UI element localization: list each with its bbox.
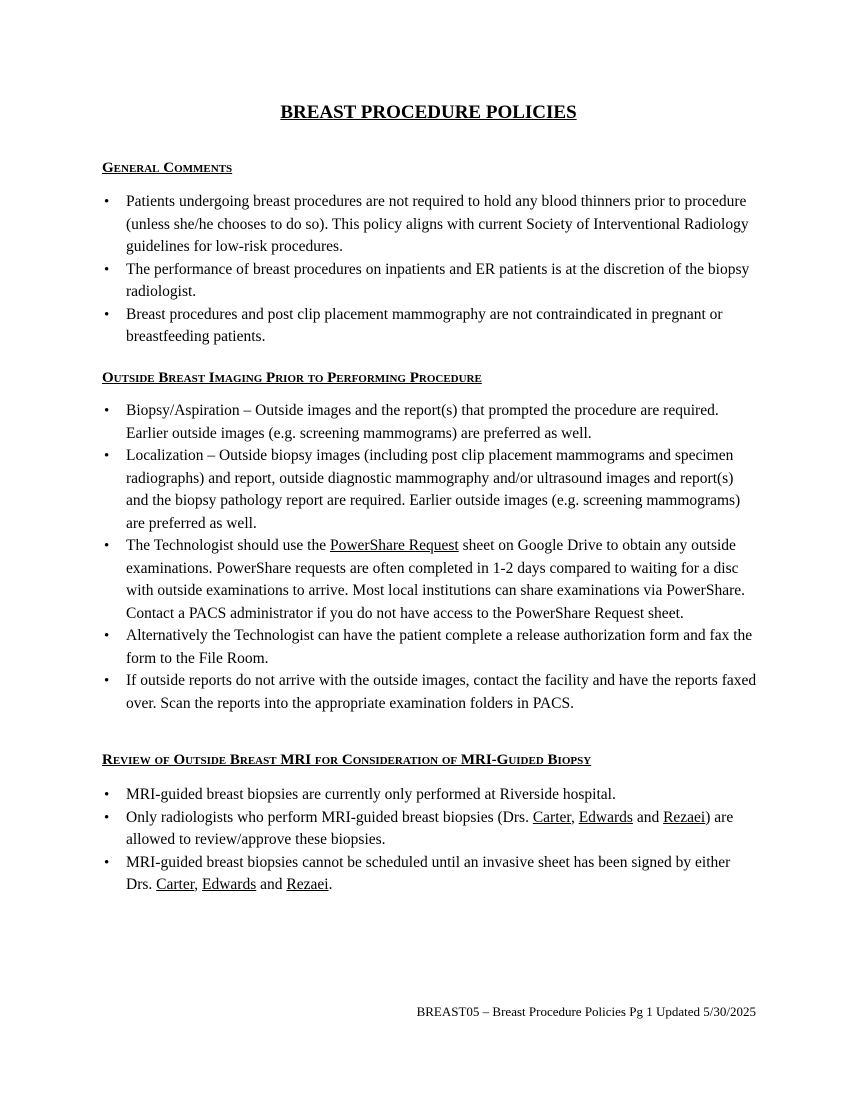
list-item: • Alternatively the Technologist can have the patient complete a release authorization form and fax the form to the File Room. — [104, 627, 753, 667]
list-item: • MRI-guided breast biopsies cannot be scheduled until an invasive sheet has been signed by either Drs. Carter, Edwards and Rezaei. — [104, 853, 731, 893]
bullet-icon: • — [104, 261, 110, 278]
section-heading-general-comments: General Comments — [102, 160, 233, 176]
name-rezaei: Rezaei — [286, 876, 329, 893]
section-heading-outside-imaging: Outside Breast Imaging Prior to Performing Procedure — [102, 370, 482, 386]
general-comments-list — [102, 191, 758, 349]
bullet-icon: • — [104, 538, 110, 554]
page-footer: BREAST05 – Breast Procedure Policies Pg 1 Updated 5/30/2025 — [416, 1004, 756, 1019]
bullet-icon: • — [104, 787, 110, 803]
name-carter: Carter — [532, 808, 571, 826]
name-edwards: Edwards — [202, 876, 257, 893]
list-item: • Patients undergoing breast procedures are not required to hold any blood thinners prior to procedure (unless she/he chooses to do so). This policy aligns with current Society of Interventional Radiology guidelines for low-risk procedures. — [104, 193, 749, 255]
list-item: • If outside reports do not arrive with the outside images, contact the facility and have the reports faxed over. Scan the reports into the appropriate examination folders in PACS. — [104, 672, 757, 712]
bullet-icon: • — [104, 306, 110, 323]
list-item: • Breast procedures and post clip placement mammography are not contraindicated in pregnant or breastfeeding patients. — [104, 305, 723, 345]
powershare-request-link[interactable]: PowerShare Request — [329, 537, 459, 554]
bullet-icon: • — [104, 403, 110, 419]
list-item: • Biopsy/Aspiration – Outside images and the report(s) that prompted the procedure are required. Earlier outside images (e.g. screening mammograms) are preferred as well. — [104, 402, 719, 442]
bullet-icon: • — [104, 809, 110, 826]
list-item: • The Technologist should use the PowerShare Request sheet on Google Drive to obtain any outside examinations. PowerShare requests are often completed in 1-2 days compared to waiting for a disc with outside examinations to arrive. Most local institutions can share examinations via PowerShare. Contact a PACS administrator if you do not have access to the PowerShare Request sheet. — [104, 537, 746, 622]
bullet-icon: • — [104, 628, 110, 644]
page-title: BREAST PROCEDURE POLICIES — [280, 102, 577, 123]
name-carter: Carter — [156, 876, 195, 893]
outside-imaging-list — [102, 400, 758, 715]
list-item: • Localization – Outside biopsy images (including post clip placement mammograms and specimen radiographs) and report, outside diagnostic mammography and/or ultrasound images and report(s) and the biopsy pathology report are required. Earlier outside images (e.g. screening mammograms) are preferred as well. — [104, 447, 741, 532]
list-item: • The performance of breast procedures on inpatients and ER patients is at the discretion of the biopsy radiologist. — [104, 260, 750, 300]
bullet-icon: • — [104, 194, 110, 210]
bullet-icon: • — [104, 448, 110, 464]
mri-review-list — [102, 784, 758, 897]
name-rezaei: Rezaei — [663, 808, 706, 826]
name-edwards: Edwards — [578, 808, 633, 826]
list-item: • Only radiologists who perform MRI-guided breast biopsies (Drs. Carter, Edwards and Rezaei) are allowed to review/approve these biopsies. — [104, 808, 734, 848]
bullet-icon: • — [104, 673, 110, 689]
section-heading-mri-review: Review of Outside Breast MRI for Consideration of MRI-Guided Biopsy — [102, 752, 592, 768]
bullet-icon: • — [104, 854, 110, 871]
list-item: • MRI-guided breast biopsies are currently only performed at Riverside hospital. — [102, 784, 758, 807]
